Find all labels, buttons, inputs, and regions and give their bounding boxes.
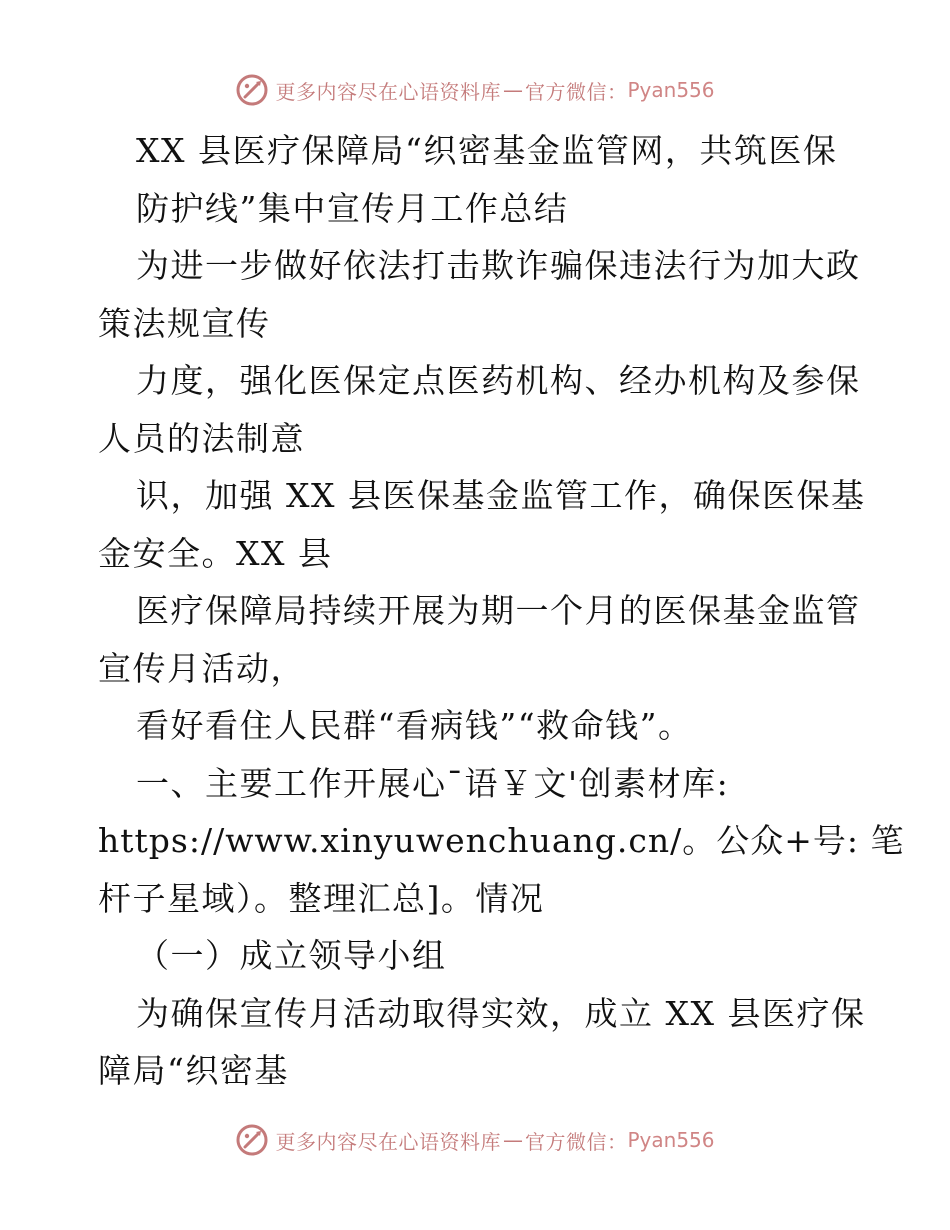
watermark-text: 更多内容尽在心语资料库 [275, 79, 501, 104]
watermark-text: 更多内容尽在心语资料库 [275, 1129, 501, 1154]
watermark-separator: — [502, 78, 523, 102]
document-line: 金安全。XX 县 [98, 533, 333, 573]
document-body [98, 122, 905, 1100]
document-line: （一）成立领导小组 [136, 936, 447, 975]
document-line: 障局“织密基 [98, 1051, 289, 1090]
document-line: https://www.xinyuwenchuang.cn/。公众+号: 笔 [98, 821, 905, 860]
watermark-wechat-id: Pyan556 [627, 78, 715, 102]
document-line: 为进一步做好依法打击欺诈骗保违法行为加大政 [136, 246, 861, 285]
footer-watermark [0, 1120, 950, 1160]
watermark-wechat-label: 官方微信： [524, 1129, 628, 1154]
document-line: 医疗保障局持续开展为期一个月的医保基金监管 [136, 591, 861, 630]
document-line: 防护线”集中宣传月工作总结 [136, 188, 569, 228]
document-line: 力度，强化医保定点医药机构、经办机构及参保 [136, 361, 861, 400]
document-line: 一、主要工作开展心¯语￥文'创素材库: [136, 763, 730, 803]
watermark-wechat-label: 官方微信： [524, 79, 628, 104]
document-line: XX 县医疗保障局“织密基金监管网，共筑医保 [136, 131, 838, 170]
document-line: 识，加强 XX 县医保基金监管工作，确保医保基 [136, 476, 866, 515]
document-line: 宣传月活动， [98, 648, 305, 688]
watermark-separator: — [502, 1128, 523, 1152]
document-line: 人员的法制意 [98, 418, 305, 458]
header-watermark [0, 70, 950, 110]
watermark-wechat-id: Pyan556 [627, 1128, 715, 1152]
document-line: 杆子星域）。整理汇总]。情况 [98, 878, 545, 918]
logo-icon [235, 73, 269, 107]
document-line: 看好看住人民群“看病钱”“救命钱”。 [136, 706, 693, 745]
document-line: 为确保宣传月活动取得实效，成立 XX 县医疗保 [136, 993, 866, 1033]
logo-icon [235, 1123, 269, 1157]
document-line: 策法规宣传 [98, 303, 271, 343]
